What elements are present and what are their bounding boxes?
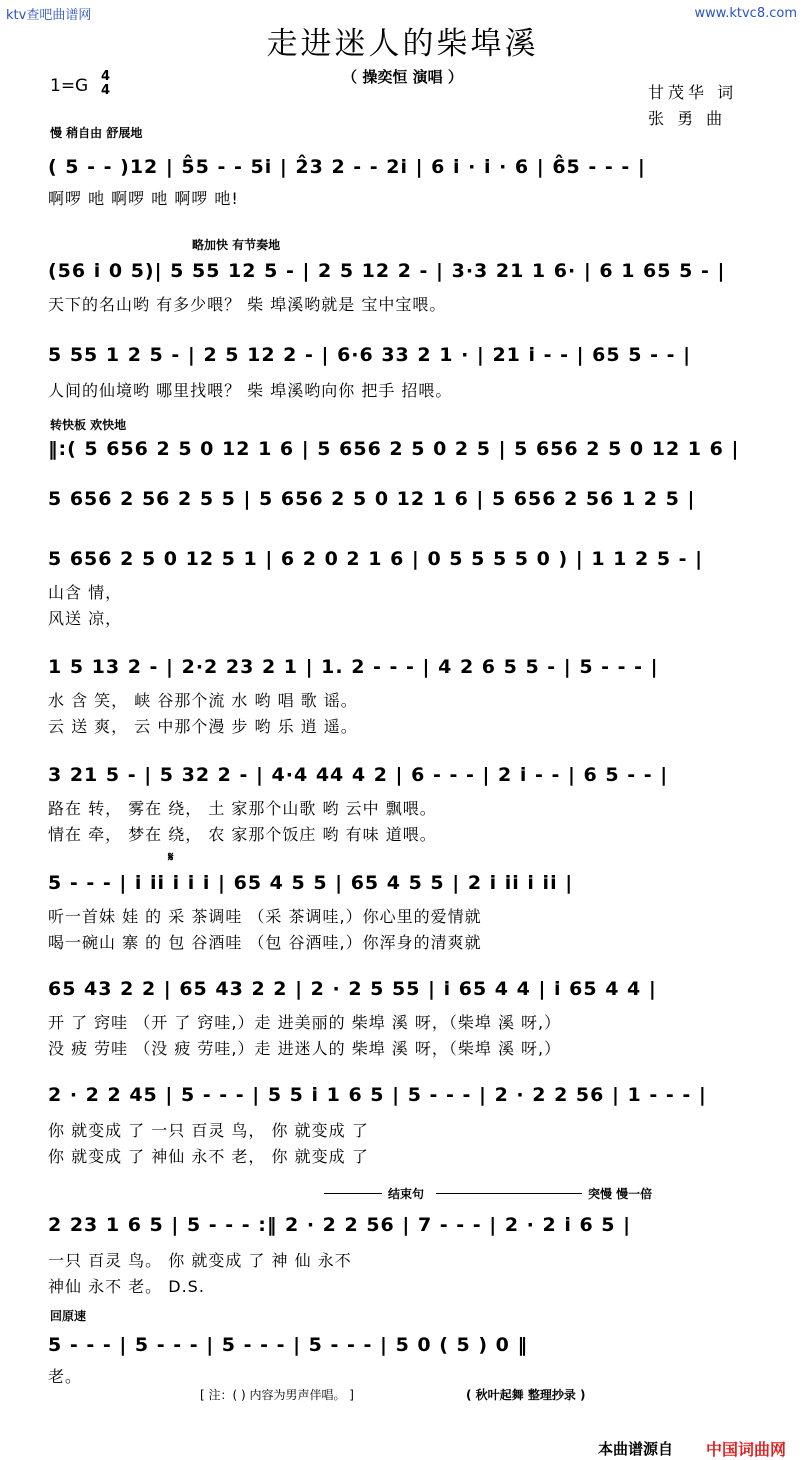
notation-row-4: ‖:( 5 656 2 5 0 12 1 6 | 5 656 2 5 0 2 5 | 5 656 2 5 0 12 1 6 | (48, 438, 740, 460)
notation-row-12: 2 23 1 6 5 | 5 - - - :‖ 2 · 2 2 56 | 7 - - - | 2 · 2 i 6 5 | (48, 1214, 632, 1236)
lyric-row-3-line-1: 人间的仙境哟 哪里找喂？ 柴 埠溪哟向你 把手 招喂。 (48, 381, 453, 400)
notation-row-2: (56 i 0 5)| 5 55 12 5 - | 2 5 12 2 - | 3·3 21 1 6· | 6 1 65 5 - | (48, 260, 726, 282)
lyric-row-11-line-2: 你 就变成 了 神仙 永不 老， 你 就变成 了 (48, 1147, 369, 1166)
lyric-row-1-line-1: 啊啰 吔 啊啰 吔 啊啰 吔! (48, 189, 239, 208)
notation-row-9: 5 - - - | i ii i i i | 65 4 5 5 | 65 4 5 5 | 2 i ii i ii | (48, 872, 574, 894)
lyric-row-6-line-2: 风送 凉， (48, 609, 123, 628)
composer-credit: 张 勇 曲 (648, 109, 727, 128)
ending-label: 结束句 (388, 1187, 425, 1201)
arranger-credit: ( 秋叶起舞 整理抄录 ) (466, 1388, 586, 1402)
key-signature: 1=G (50, 76, 89, 96)
tempo-intro: 慢 稍自由 舒展地 (50, 126, 143, 140)
lyric-row-2-line-1: 天下的名山哟 有多少喂？ 柴 埠溪哟就是 宝中宝喂。 (48, 295, 447, 314)
time-signature (101, 70, 110, 98)
tempo-slow: 突慢 慢一倍 (588, 1187, 653, 1201)
ending-line-left (324, 1193, 382, 1194)
notation-row-10: 65 43 2 2 | 65 43 2 2 | 2 · 2 5 55 | i 65 4 4 | i 65 4 4 | (48, 978, 657, 1000)
segno-sign: 𝄋 (168, 850, 174, 865)
lyric-row-8-line-1: 路在 转， 雾在 绕， 土 家那个山歌 哟 云中 飘喂。 (48, 799, 437, 818)
meter-bottom: 4 (101, 83, 111, 98)
lyricist-credit: 甘茂华 词 (648, 83, 738, 102)
lyric-row-10-line-1: 开 了 窍哇 （开 了 窍哇,）走 进美丽的 柴埠 溪 呀，（柴埠 溪 呀,） (48, 1013, 562, 1032)
lyric-row-12-line-2: 神仙 永不 老。 D.S. (48, 1277, 205, 1296)
notation-row-6: 5 656 2 5 0 12 5 1 | 6 2 0 2 1 6 | 0 5 5 5 5 0 ) | 1 1 2 5 - | (48, 548, 704, 570)
footnote: [ 注：( ) 内容为男声伴唱。 ] (200, 1388, 354, 1402)
lyric-row-9-line-1: 听一首妹 娃 的 采 茶调哇 （采 茶调哇,）你心里的爱情就 (48, 907, 482, 926)
notation-row-1: ( 5 - - )12 | 5̂5 - - 5i | 2̂3 2 - - 2i | 6 i · i · 6 | 6̂5 - - - | (48, 156, 646, 178)
lyric-row-12-line-1: 一只 百灵 鸟。 你 就变成 了 神 仙 永不 (48, 1251, 352, 1270)
lyric-row-13-line-1: 老。 (48, 1367, 83, 1386)
watermark-right: www.ktvc8.com (694, 6, 797, 21)
site-name: 中国词曲网 (706, 1440, 787, 1459)
ending-line-right (436, 1193, 582, 1194)
notation-row-7: 1 5 13 2 - | 2·2 23 2 1 | 1. 2 - - - | 4 2 6 5 5 - | 5 - - - | (48, 656, 659, 678)
song-title: 走进迷人的柴埠溪 (266, 26, 539, 62)
lyric-row-7-line-2: 云 送 爽， 云 中那个漫 步 哟 乐 逍 遥。 (48, 717, 358, 736)
lyric-row-6-line-1: 山含 情， (48, 583, 123, 602)
tempo-back: 回原速 (50, 1309, 87, 1323)
notation-row-11: 2 · 2 2 45 | 5 - - - | 5 5 i 1 6 5 | 5 - - - | 2 · 2 2 56 | 1 - - - | (48, 1084, 707, 1106)
tempo-fast: 转快板 欢快地 (50, 418, 127, 432)
notation-row-3: 5 55 1 2 5 - | 2 5 12 2 - | 6·6 33 2 1 · | 21 i - - | 65 5 - - | (48, 344, 692, 366)
lyric-row-10-line-2: 没 疲 劳哇 （没 疲 劳哇,）走 进迷人的 柴埠 溪 呀，（柴埠 溪 呀,） (48, 1039, 562, 1058)
lyric-row-8-line-2: 情在 牵， 梦在 绕， 农 家那个饭庄 哟 有味 道喂。 (48, 825, 437, 844)
meter-top: 4 (101, 69, 111, 84)
lyric-row-9-line-2: 喝一碗山 寨 的 包 谷酒哇 （包 谷酒哇,）你浑身的清爽就 (48, 933, 482, 952)
source-label: 本曲谱源自 (598, 1440, 674, 1458)
notation-row-8: 3 21 5 - | 5 32 2 - | 4·4 44 4 2 | 6 - - - | 2 i - - | 6 5 - - | (48, 764, 669, 786)
lyric-row-7-line-1: 水 含 笑， 峡 谷那个流 水 哟 唱 歌 谣。 (48, 691, 358, 710)
notation-row-5: 5 656 2 56 2 5 5 | 5 656 2 5 0 12 1 6 | 5 656 2 56 1 2 5 | (48, 488, 696, 510)
lyric-row-11-line-1: 你 就变成 了 一只 百灵 鸟， 你 就变成 了 (48, 1121, 369, 1140)
notation-row-13: 5 - - - | 5 - - - | 5 - - - | 5 - - - | 5 0 ( 5 ) 0 ‖ (48, 1334, 528, 1356)
singer-line: （ 操奕恒 演唱 ） (342, 68, 463, 86)
watermark-left: ktv查吧曲谱网 (6, 8, 92, 23)
tempo-faster: 略加快 有节奏地 (192, 238, 281, 252)
